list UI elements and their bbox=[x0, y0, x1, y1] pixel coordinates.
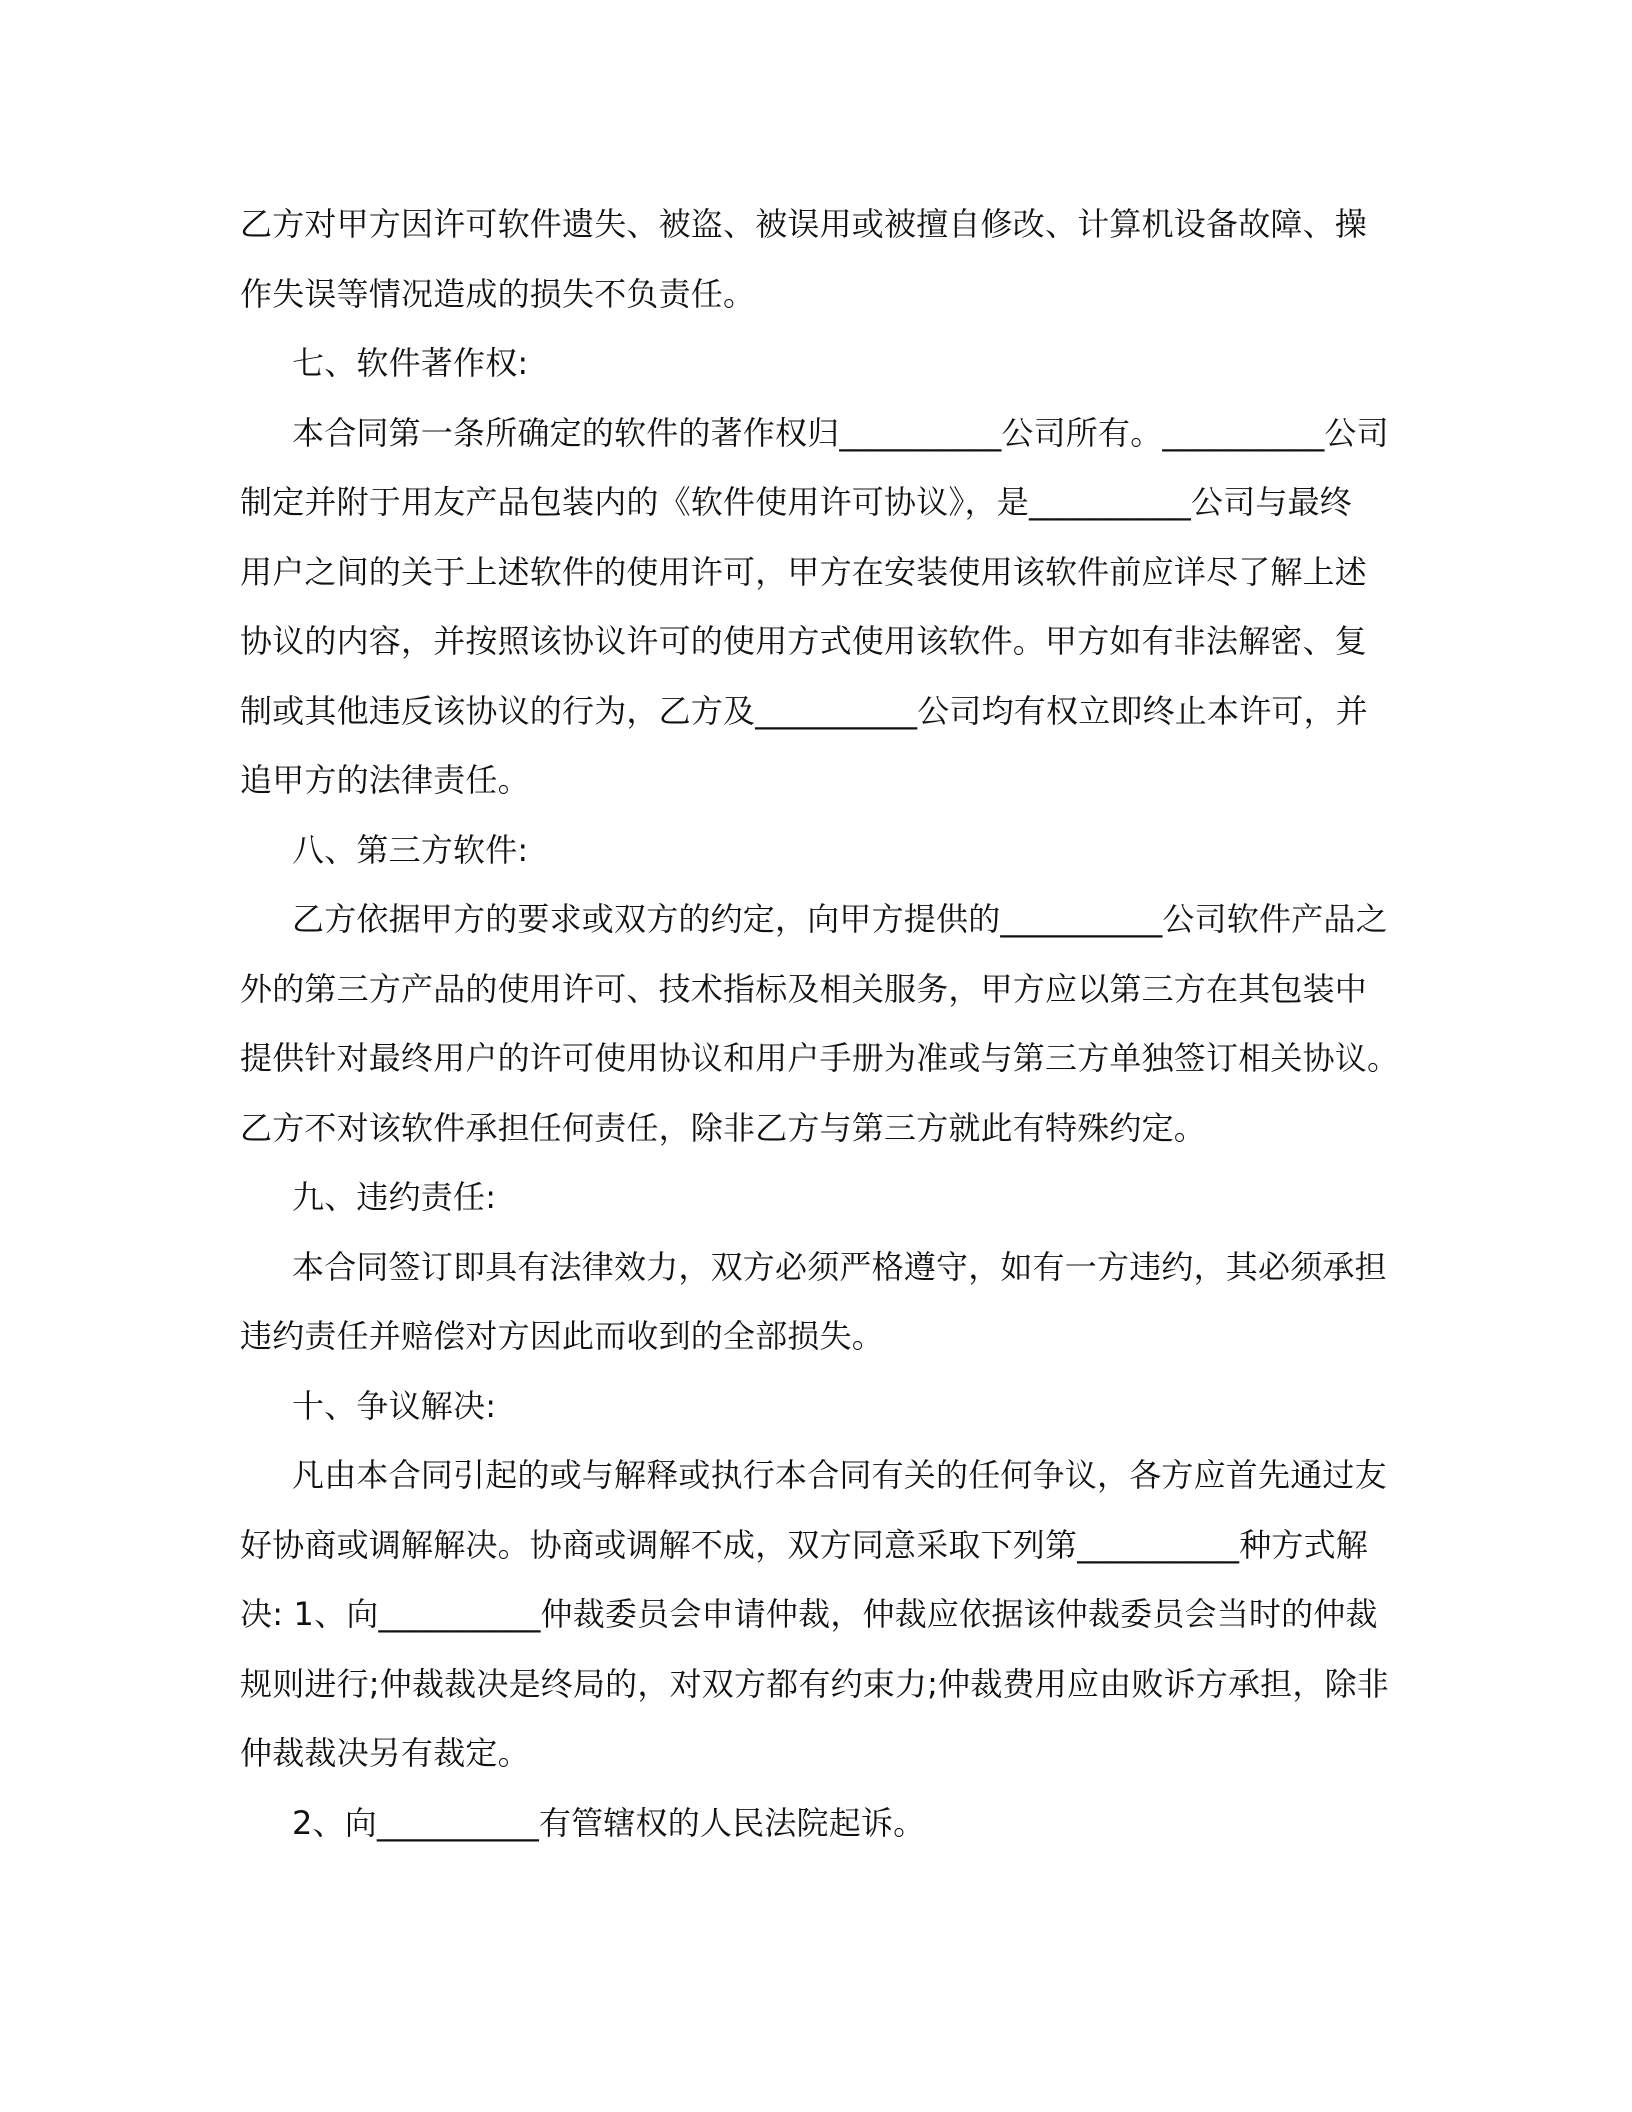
text-line: 乙方依据甲方的要求或双方的约定，向甲方提供的__________公司软件产品之 bbox=[292, 900, 1388, 938]
text-line: 追甲方的法律责任。 bbox=[240, 761, 530, 799]
text-line: 规则进行;仲裁裁决是终局的，对双方都有约束力;仲裁费用应由败诉方承担，除非 bbox=[240, 1664, 1389, 1703]
text-line: 制定并附于用友产品包装内的《软件使用许可协议》，是__________公司与最终 bbox=[240, 483, 1353, 521]
text-line: 作失误等情况造成的损失不负责任。 bbox=[240, 274, 756, 313]
section-heading: 七、软件著作权: bbox=[292, 344, 529, 382]
text-line: 2、向__________有管辖权的人民法院起诉。 bbox=[292, 1803, 926, 1842]
text-line: 乙方不对该软件承担任何责任，除非乙方与第三方就此有特殊约定。 bbox=[240, 1108, 1207, 1147]
text-line: 协议的内容，并按照该协议许可的使用方式使用该软件。甲方如有非法解密、复 bbox=[240, 622, 1368, 660]
text-line: 外的第三方产品的使用许可、技术指标及相关服务，甲方应以第三方在其包装中 bbox=[240, 969, 1368, 1008]
text-line: 提供针对最终用户的许可使用协议和用户手册为准或与第三方单独签订相关协议。 bbox=[240, 1039, 1400, 1077]
section-heading: 十、争议解决: bbox=[292, 1386, 497, 1425]
text-line: 制或其他违反该协议的行为，乙方及__________公司均有权立即终止本许可，并 bbox=[240, 691, 1369, 730]
text-line: 本合同第一条所确定的软件的著作权归__________公司所有。__________公司 bbox=[292, 413, 1389, 452]
text-line: 用户之间的关于上述软件的使用许可，甲方在安装使用该软件前应详尽了解上述 bbox=[240, 552, 1368, 591]
text-line: 违约责任并赔偿对方因此而收到的全部损失。 bbox=[240, 1317, 885, 1355]
text-line: 仲裁裁决另有裁定。 bbox=[240, 1734, 530, 1772]
section-heading: 八、第三方软件: bbox=[292, 830, 529, 869]
text-line: 本合同签订即具有法律效力，双方必须严格遵守，如有一方违约，其必须承担 bbox=[292, 1247, 1387, 1286]
text-line: 凡由本合同引起的或与解释或执行本合同有关的任何争议，各方应首先通过友 bbox=[292, 1456, 1387, 1494]
text-line: 决: 1、向__________仲裁委员会申请仲裁，仲裁应依据该仲裁委员会当时的仲裁 bbox=[240, 1595, 1378, 1633]
text-line: 乙方对甲方因许可软件遗失、被盗、被误用或被擅自修改、计算机设备故障、操 bbox=[240, 205, 1368, 243]
document-body bbox=[240, 190, 1400, 1858]
text-line: 好协商或调解解决。协商或调解不成，双方同意采取下列第__________种方式解 bbox=[240, 1525, 1369, 1564]
section-heading: 九、违约责任: bbox=[292, 1178, 497, 1216]
